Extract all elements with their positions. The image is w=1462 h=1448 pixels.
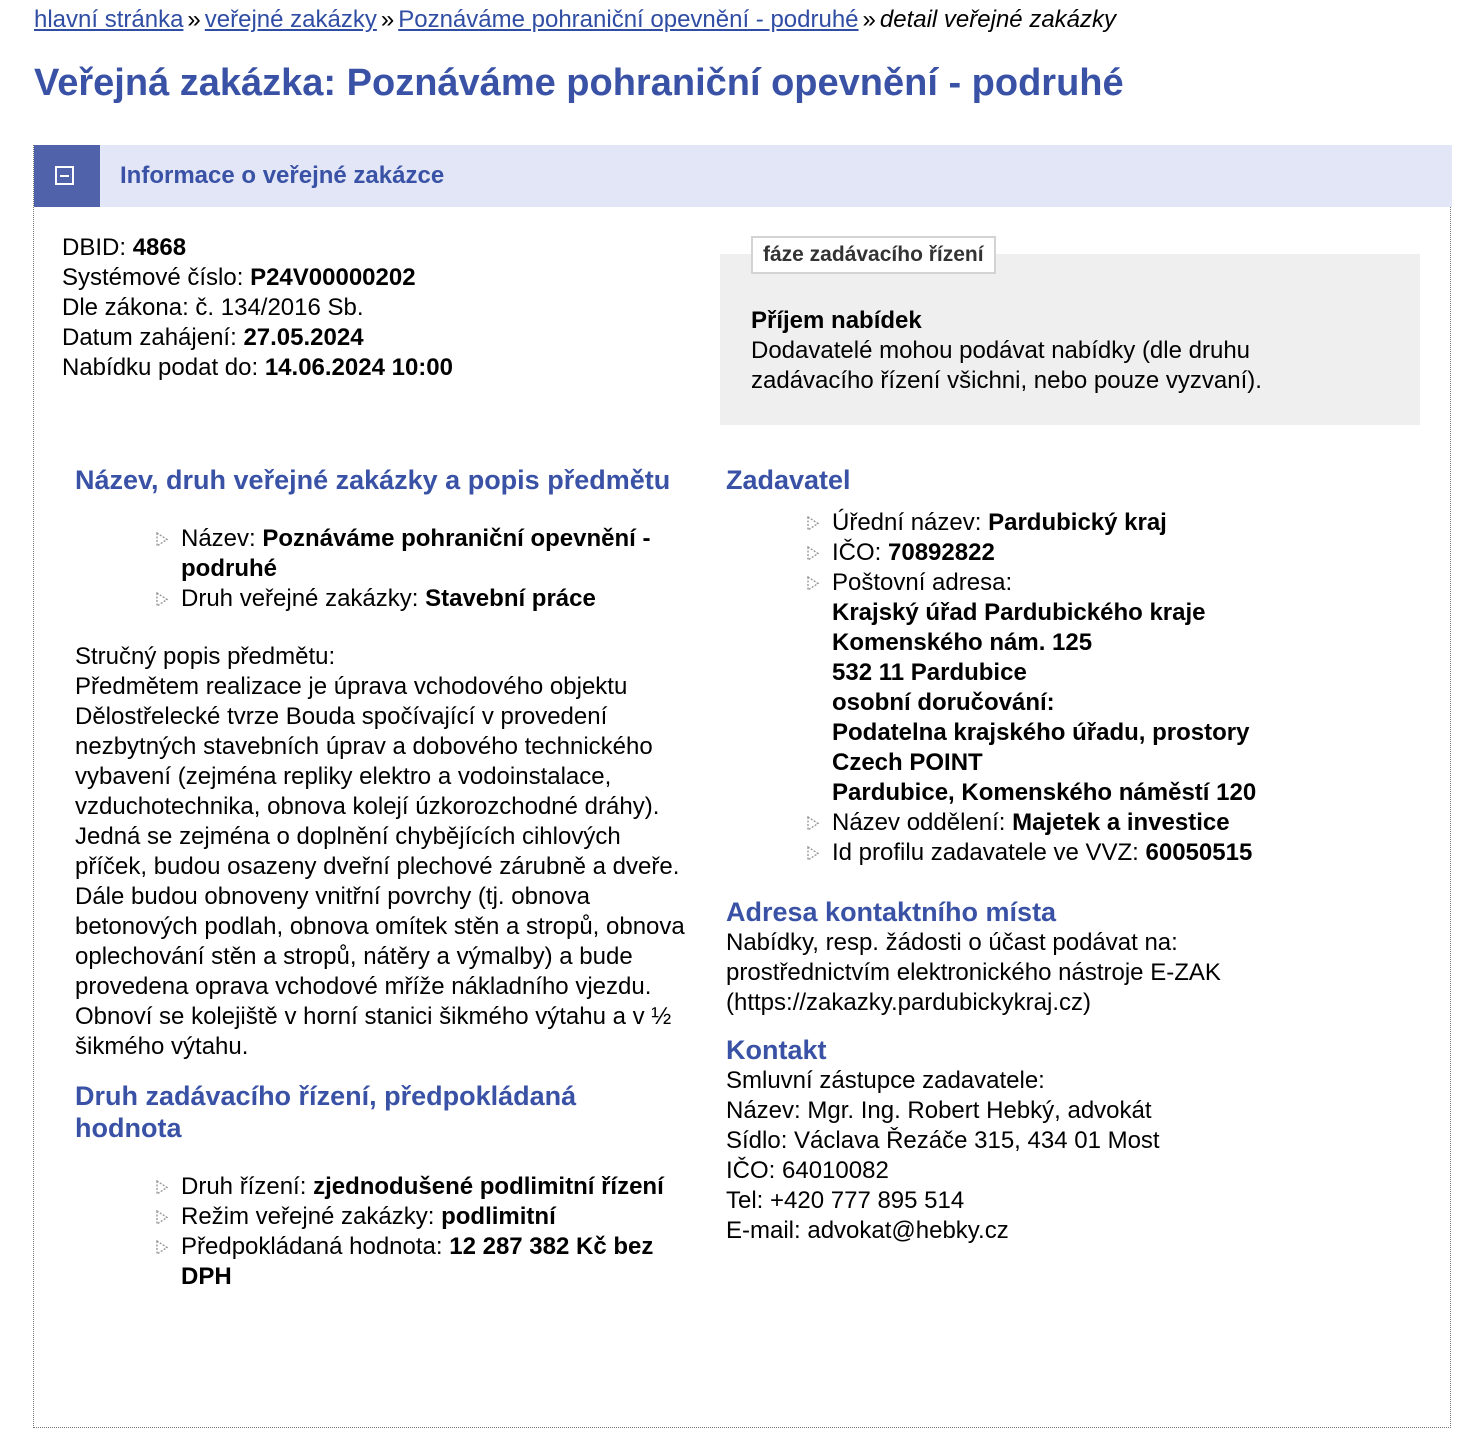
bullet-arrow-icon	[806, 816, 820, 831]
contact-line: Smluvní zástupce zadavatele:	[726, 1067, 1045, 1094]
breadcrumb-separator: »	[187, 6, 201, 33]
page-title: Veřejná zakázka: Poznáváme pohraniční opevnění - podruhé	[34, 62, 1124, 104]
left-column	[75, 464, 690, 1292]
address-line: 532 11 Pardubice	[832, 659, 1027, 686]
contact-heading: Kontakt	[726, 1035, 827, 1065]
list-item	[155, 1172, 690, 1202]
profile-id-value: 60050515	[1145, 839, 1253, 866]
start-date-value: 27.05.2024	[243, 324, 364, 351]
tender-info-panel	[33, 145, 1451, 1428]
official-name-label: Úřední název:	[832, 509, 982, 536]
list-item	[806, 538, 1366, 568]
breadcrumb-tenders-link[interactable]: veřejné zakázky	[204, 6, 377, 33]
panel-header[interactable]	[34, 145, 1452, 207]
contact-line: Název: Mgr. Ing. Robert Hebký, advokát	[726, 1097, 1152, 1124]
list-item	[155, 584, 690, 614]
authority-ico-label: IČO:	[832, 539, 882, 566]
profile-id-label: Id profilu zadavatele ve VVZ:	[832, 839, 1139, 866]
bullet-arrow-icon	[806, 546, 820, 561]
postal-address-label: Poštovní adresa:	[832, 569, 1013, 596]
department-value: Majetek a investice	[1012, 809, 1230, 836]
bullet-arrow-icon	[806, 846, 820, 861]
bullet-arrow-icon	[155, 1240, 169, 1255]
procedure-kind-value: zjednodušené podlimitní řízení	[313, 1173, 664, 1200]
address-line: Czech POINT	[832, 749, 983, 776]
description-label: Stručný popis předmětu:	[75, 643, 336, 670]
list-item	[806, 808, 1366, 838]
contact-point-line: Nabídky, resp. žádosti o účast podávat na:	[726, 929, 1178, 956]
procedure-regime-value: podlimitní	[441, 1203, 556, 1230]
contact-line: Sídlo: Václava Řezáče 315, 434 01 Most	[726, 1127, 1160, 1154]
list-item	[806, 508, 1366, 538]
breadcrumb-current: detail veřejné zakázky	[879, 6, 1117, 33]
address-line: Komenského nám. 125	[832, 629, 1093, 656]
subject-list	[155, 524, 690, 614]
subject-type-value: Stavební práce	[425, 585, 596, 612]
list-item	[155, 1202, 690, 1232]
bullet-arrow-icon	[806, 516, 820, 531]
breadcrumb	[34, 5, 1116, 35]
panel-title: Informace o veřejné zakázce	[120, 162, 445, 189]
procedure-kind-label: Druh řízení:	[181, 1173, 307, 1200]
phase-description: Dodavatelé mohou podávat nabídky (dle druhu zadávacího řízení všichni, nebo pouze vyzvaní).	[751, 337, 1262, 394]
contact-line: IČO: 64010082	[726, 1157, 889, 1184]
breadcrumb-separator: »	[862, 6, 876, 33]
authority-ico-value: 70892822	[888, 539, 995, 566]
description-text: Předmětem realizace je úprava vchodového objektu Dělostřelecké tvrze Bouda spočívající v provedení nezbytných stavebních úprav a dobového technického vybavení (zejména repliky elektro a vodoinstalace, vzduchotechnika, obnova kolejí úzkorozchodné dráhy). Jedná se zejména o doplnění chybějících cihlových příček, budou osazeny dveřní plechové zárubně a dveře. Dále budou obnoveny vnitřní povrchy (tj. obnova betonových podlah, obnova omítek stěn a stropů, obnova oplechování stěn a stropů, nátěry a výmalby) a bude provedena oprava vchodové mříže nákladního vjezdu. Obnoví se kolejiště v horní stanici šikmého výtahu a v ½ šikmého výtahu.	[75, 673, 685, 1060]
authority-list	[806, 508, 1366, 868]
authority-heading: Zadavatel	[726, 465, 851, 495]
address-line: Krajský úřad Pardubického kraje	[832, 599, 1206, 626]
contact-point-text	[726, 928, 1366, 1018]
start-date-label: Datum zahájení:	[62, 324, 237, 351]
contact-line: E-mail: advokat@hebky.cz	[726, 1217, 1009, 1244]
phase-label: fáze zadávacího řízení	[751, 236, 996, 274]
phase-name: Příjem nabídek	[751, 307, 922, 334]
dbid-label: DBID:	[62, 234, 127, 261]
department-label: Název oddělení:	[832, 809, 1006, 836]
system-number-label: Systémové číslo:	[62, 264, 244, 291]
breadcrumb-home-link[interactable]: hlavní stránka	[34, 6, 184, 33]
system-number-value: P24V00000202	[250, 264, 416, 291]
collapse-icon	[55, 166, 74, 185]
address-line: osobní doručování:	[832, 689, 1055, 716]
subject-name-label: Název:	[181, 525, 256, 552]
subject-type-label: Druh veřejné zakázky:	[181, 585, 419, 612]
law-text: Dle zákona: č. 134/2016 Sb.	[62, 294, 364, 321]
contact-point-line: prostřednictvím elektronického nástroje E-ZAK	[726, 959, 1221, 986]
tender-meta	[62, 233, 453, 383]
subject-name-value: Poznáváme pohraniční opevnění - podruhé	[181, 525, 651, 582]
procedure-list	[155, 1172, 690, 1292]
subject-description-block	[75, 642, 690, 1062]
bullet-arrow-icon	[155, 1210, 169, 1225]
bullet-arrow-icon	[155, 532, 169, 547]
estimated-value-label: Předpokládaná hodnota:	[181, 1233, 443, 1260]
address-line: Podatelna krajského úřadu, prostory	[832, 719, 1250, 746]
breadcrumb-tender-link[interactable]: Poznáváme pohraniční opevnění - podruhé	[398, 6, 859, 33]
list-item	[806, 568, 1366, 808]
address-line: Pardubice, Komenského náměstí 120	[832, 779, 1257, 806]
contact-text	[726, 1066, 1366, 1246]
procedure-heading: Druh zadávacího řízení, předpokládaná hodnota	[75, 1081, 577, 1143]
bullet-arrow-icon	[155, 592, 169, 607]
postal-address	[832, 598, 1366, 808]
bullet-arrow-icon	[806, 576, 820, 591]
contact-line: Tel: +420 777 895 514	[726, 1187, 965, 1214]
subject-heading: Název, druh veřejné zakázky a popis předmětu	[75, 465, 671, 495]
contact-point-heading: Adresa kontaktního místa	[726, 897, 1057, 927]
deadline-label: Nabídku podat do:	[62, 354, 259, 381]
collapse-toggle-button[interactable]	[34, 145, 100, 207]
official-name-value: Pardubický kraj	[988, 509, 1167, 536]
estimated-value: 12 287 382 Kč bez DPH	[181, 1233, 654, 1290]
list-item	[155, 1232, 690, 1292]
procedure-regime-label: Režim veřejné zakázky:	[181, 1203, 435, 1230]
bullet-arrow-icon	[155, 1180, 169, 1195]
phase-box	[720, 243, 1420, 425]
contact-point-line: (https://zakazky.pardubickykraj.cz)	[726, 989, 1092, 1016]
breadcrumb-separator: »	[380, 6, 395, 33]
list-item	[155, 524, 690, 584]
list-item	[806, 838, 1366, 868]
right-column	[726, 464, 1366, 1246]
deadline-value: 14.06.2024 10:00	[264, 354, 453, 381]
dbid-value: 4868	[132, 234, 187, 261]
